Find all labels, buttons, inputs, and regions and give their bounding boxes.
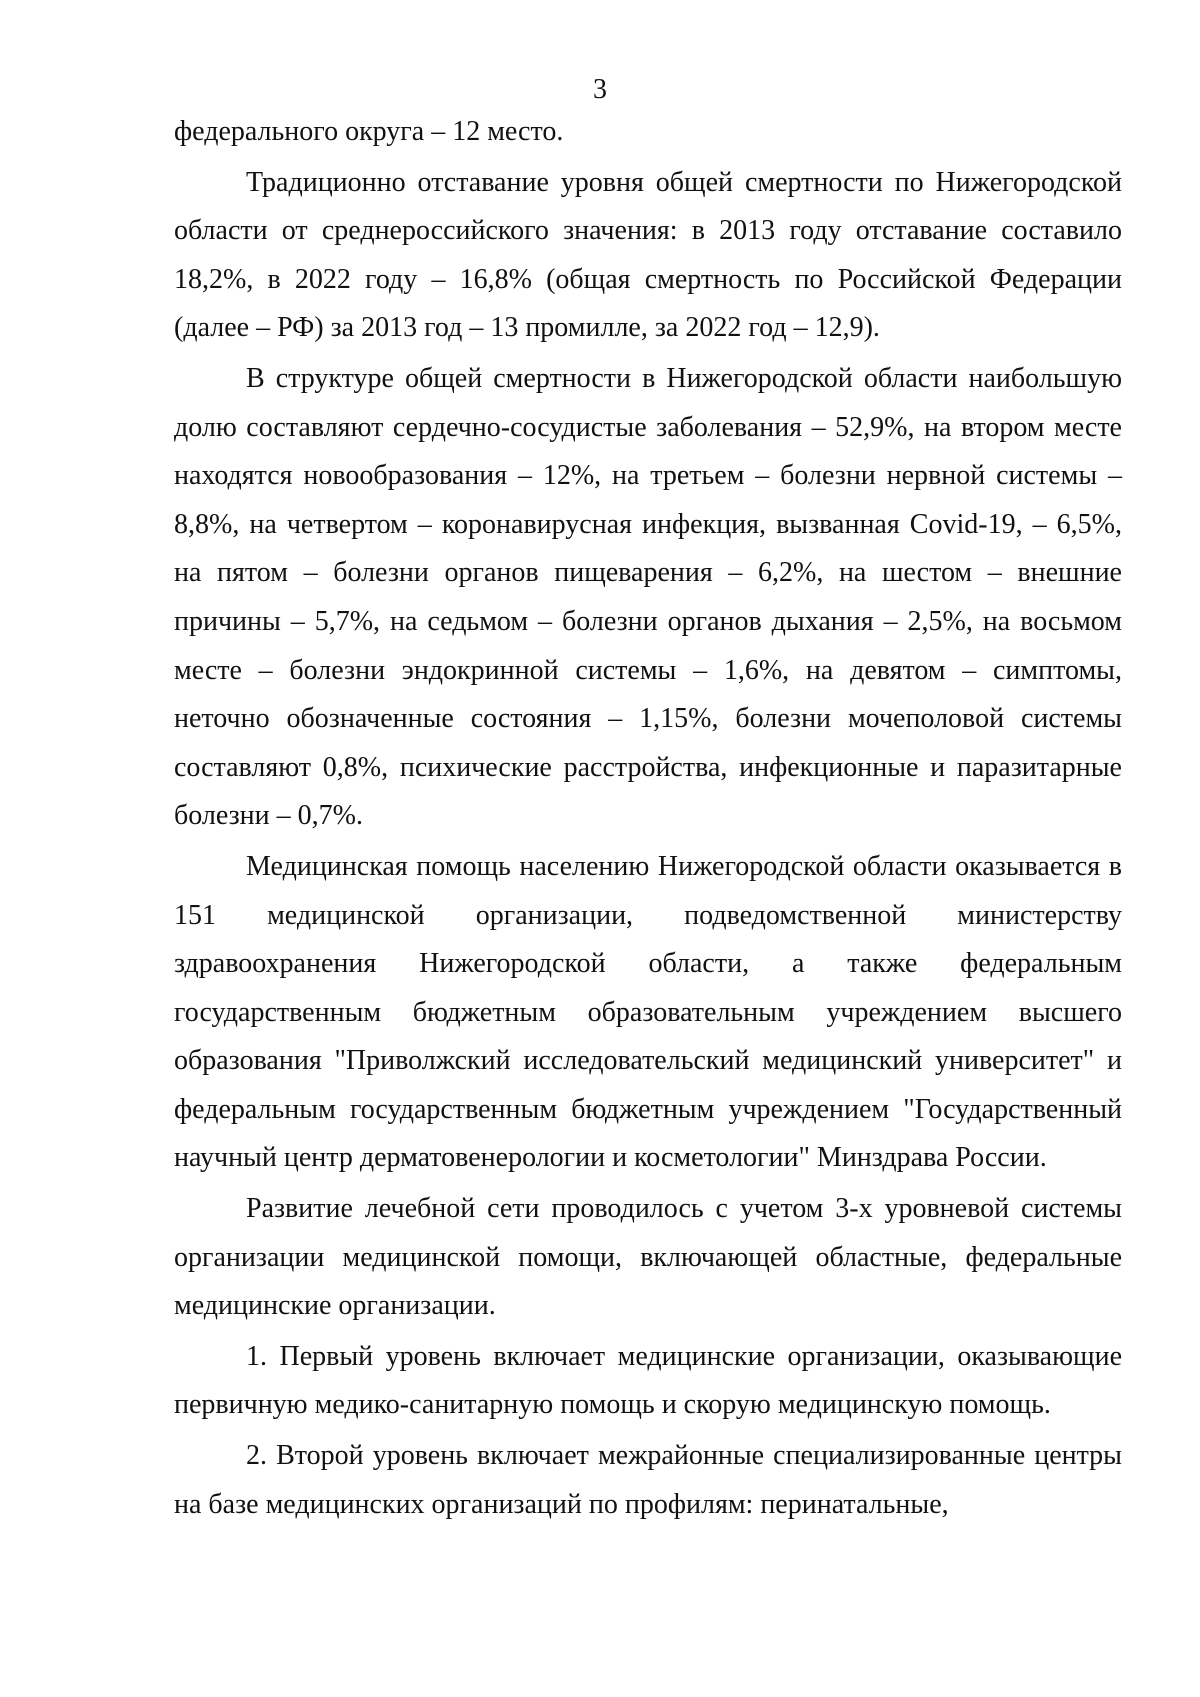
- paragraph-medical-organizations: Медицинская помощь населению Нижегородской области оказывается в 151 медицинской организации, подведомственной министерству здравоохранения Нижегородской области, а также федеральным государственным бюджетным образовательным учреждением высшего образования "Приволжский исследовательский медицинский университет" и федеральным государственным бюджетным учреждением "Государственный научный центр дерматовенерологии и косметологии" Минздрава России.: [174, 850, 1122, 1174]
- page-number: 3: [593, 74, 607, 105]
- paragraph-level-two: 2. Второй уровень включает межрайонные специализированные центры на базе медицинских организаций по профилям: перинатальные,: [174, 1440, 1122, 1520]
- paragraph-network-development: Развитие лечебной сети проводилось с учетом 3-х уровневой системы организации медицинской помощи, включающей областные, федеральные медицинские организации.: [174, 1193, 1122, 1322]
- document-body: [174, 108, 1122, 1529]
- paragraph-continuation: федерального округа – 12 место.: [174, 116, 564, 147]
- paragraph-mortality-lag: Традиционно отставание уровня общей смертности по Нижегородской области от среднероссийского значения: в 2013 году отставание составило 18,2%, в 2022 году – 16,8% (общая смертность по Российской Федерации (далее – РФ) за 2013 год – 13 промилле, за 2022 год – 12,9).: [174, 166, 1122, 344]
- paragraph-level-one: 1. Первый уровень включает медицинские организации, оказывающие первичную медико-санитарную помощь и скорую медицинскую помощь.: [174, 1340, 1122, 1421]
- paragraph-mortality-structure: В структуре общей смертности в Нижегородской области наибольшую долю составляют сердечно-сосудистые заболевания – 52,9%, на втором месте находятся новообразования – 12%, на третьем – болезни нервной системы – 8,8%, на четвертом – коронавирусная инфекция, вызванная Covid-19, – 6,5%, на пятом – болезни органов пищеварения – 6,2%, на шестом – внешние причины – 5,7%, на седьмом – болезни органов дыхания – 2,5%, на восьмом месте – болезни эндокринной системы – 1,6%, на девятом – симптомы, неточно обозначенные состояния – 1,15%, болезни мочеполовой системы составляют 0,8%, психические расстройства, инфекционные и паразитарные болезни – 0,7%.: [174, 362, 1122, 832]
